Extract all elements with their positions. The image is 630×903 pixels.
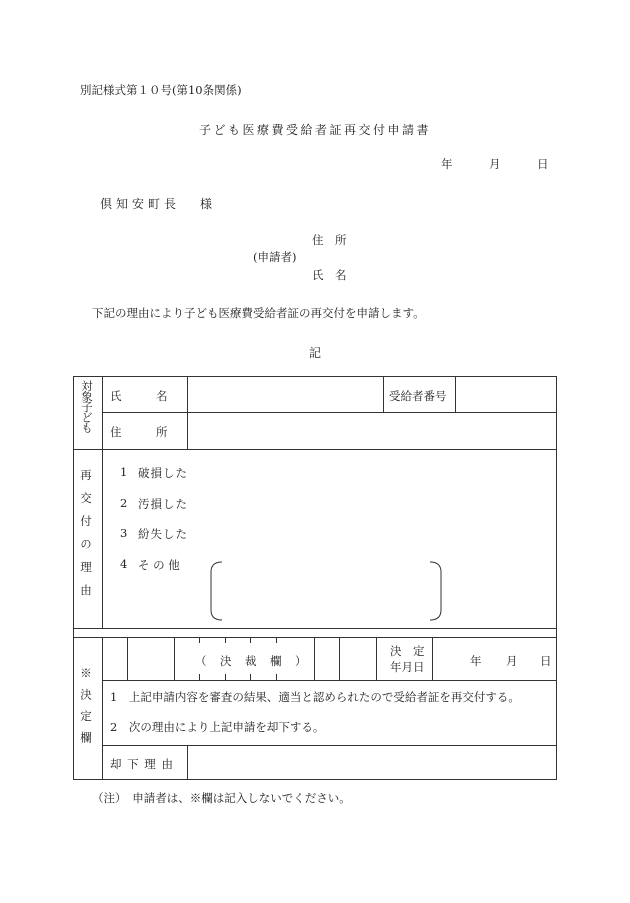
applicant-name-label: 氏 名 <box>312 268 347 282</box>
applicant-address-label: 住 所 <box>312 233 347 247</box>
rejection-reason-label: 却 下 理 由 <box>110 757 174 771</box>
child-name-label: 氏 名 <box>110 389 168 403</box>
reason-num-3: 3 <box>120 526 128 540</box>
date-day: 日 <box>537 157 549 171</box>
applicant-label: (申請者) <box>253 250 297 264</box>
intro-text: 下記の理由により子ども医療費受給者証の再交付を申請します。 <box>92 306 425 320</box>
honorific: 様 <box>200 197 213 211</box>
decision-date-day: 日 <box>540 654 552 668</box>
date-month: 月 <box>489 157 501 171</box>
date-year: 年 <box>441 157 453 171</box>
decision-reject: 2 次の理由により上記申請を却下する。 <box>110 720 325 734</box>
recipient-number-label: 受給者番号 <box>389 389 447 403</box>
decision-date-label-1: 決 定 <box>390 644 425 658</box>
decision-section-label: ※決定欄 <box>79 667 93 753</box>
reason-text-3: 紛失した <box>138 527 188 541</box>
target-child-label: 対象子ども <box>80 380 94 433</box>
reason-text-2: 汚損した <box>138 497 188 511</box>
kessai-label: （ 決 裁 欄 ） <box>195 654 308 668</box>
reason-text-4: そ の 他 <box>138 558 180 572</box>
reason-num-4: 4 <box>120 557 128 571</box>
decision-date-label-2: 年月日 <box>390 660 425 674</box>
reason-num-2: 2 <box>120 496 128 510</box>
page-title: 子ども医療費受給者証再交付申請書 <box>198 123 431 137</box>
decision-date-month: 月 <box>506 654 518 668</box>
reason-text-1: 破損した <box>138 466 188 480</box>
reason-label: 再交付の理由 <box>79 469 93 607</box>
ki-heading: 記 <box>308 346 321 360</box>
notes: （注） 申請者は、※欄は記入しないでください。 <box>92 791 351 805</box>
addressee: 倶知安町長 <box>100 197 181 211</box>
reason-num-1: 1 <box>120 465 128 479</box>
form-number: 別記様式第１０号(第10条関係) <box>80 83 242 97</box>
child-address-label: 住 所 <box>110 425 168 439</box>
decision-date-year: 年 <box>470 654 482 668</box>
decision-approve: 1 上記申請内容を審査の結果、適当と認められたので受給者証を再交付する。 <box>110 690 520 704</box>
